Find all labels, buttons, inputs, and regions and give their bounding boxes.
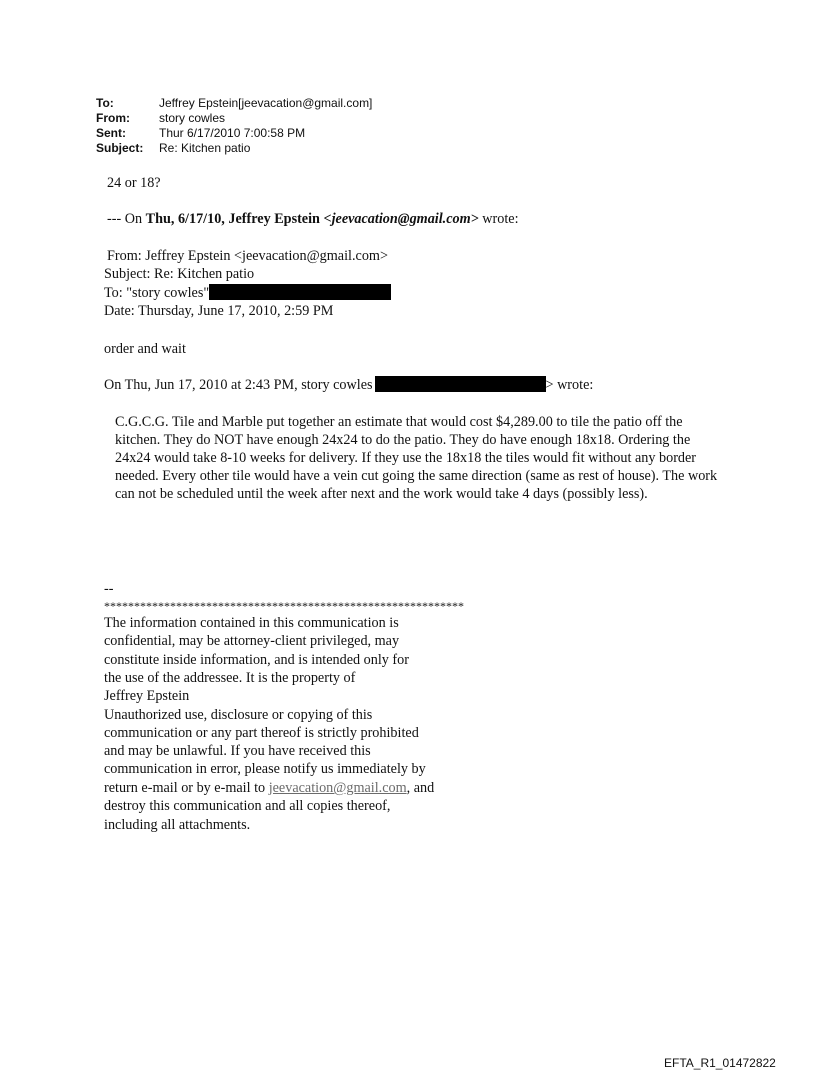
subject-label: Subject: xyxy=(96,141,144,155)
quote-intro xyxy=(107,210,519,228)
redaction-bar xyxy=(209,284,391,300)
quoted-message: order and wait xyxy=(104,341,186,357)
disclaimer-line: the use of the addressee. It is the property of xyxy=(104,670,356,686)
to-label: To: xyxy=(96,96,114,110)
disclaimer-line: confidential, may be attorney-client privileged, may xyxy=(104,633,400,649)
disclaimer-line: including all attachments. xyxy=(104,817,251,833)
estimate-paragraph: C.G.C.G. Tile and Marble put together an estimate that would cost $4,289.00 to tile the patio off the kitchen. They do NOT have enough 24x24 to do the patio. They do have enough 18x18. Ordering the 24x24 would take 8-10 weeks for delivery. If they use the 18x18 the tiles would fit without any border needed. Every other tile would have a vein cut going the same direction (same as rest of house). The work can not be scheduled until the week after next and the work would take 4 days (possibly less). xyxy=(115,414,718,502)
inner-intro-suffix: > wrote: xyxy=(545,377,594,393)
from-row xyxy=(96,111,372,126)
email-link[interactable]: jeevacation@gmail.com xyxy=(268,780,407,796)
disclaimer-line: The information contained in this communication is xyxy=(104,615,399,631)
email-header xyxy=(96,96,372,156)
disclaimer-line: communication or any part thereof is strictly prohibited xyxy=(104,725,419,741)
disclaimer-line-prefix: return e-mail or by e-mail to xyxy=(104,780,269,796)
inner-intro xyxy=(104,376,593,394)
disclaimer-line: communication in error, please notify us immediately by xyxy=(104,761,426,777)
quoted-from: From: Jeffrey Epstein <jeevacation@gmail.com> xyxy=(107,248,388,264)
sent-row xyxy=(96,126,372,141)
quote-intro-suffix: wrote: xyxy=(478,211,519,227)
quoted-to xyxy=(104,284,391,302)
sent-label: Sent: xyxy=(96,126,126,140)
quoted-subject: Subject: Re: Kitchen patio xyxy=(104,266,255,282)
signature-stars: ************************************************************ xyxy=(104,599,464,613)
to-row xyxy=(96,96,372,111)
quote-intro-prefix: --- On xyxy=(107,211,146,227)
quote-intro-email: <jeevacation@gmail.com> xyxy=(323,211,479,227)
to-value: Jeffrey Epstein[jeevacation@gmail.com] xyxy=(159,96,373,110)
disclaimer-line: and may be unlawful. If you have received this xyxy=(104,743,371,759)
quoted-to-text: To: "story cowles" xyxy=(104,285,210,301)
from-label: From: xyxy=(96,111,130,125)
disclaimer-line: destroy this communication and all copies thereof, xyxy=(104,798,391,814)
reply-text: 24 or 18? xyxy=(107,175,161,191)
disclaimer-line: Unauthorized use, disclosure or copying of this xyxy=(104,707,373,723)
document-id: EFTA_R1_01472822 xyxy=(664,1056,776,1070)
disclaimer-line: constitute inside information, and is intended only for xyxy=(104,652,409,668)
disclaimer-line-suffix: , and xyxy=(406,780,435,796)
quoted-date: Date: Thursday, June 17, 2010, 2:59 PM xyxy=(104,303,334,319)
quote-intro-date: Thu, 6/17/10, Jeffrey Epstein xyxy=(145,211,324,227)
disclaimer-line: Jeffrey Epstein xyxy=(104,688,190,704)
signature-dashes: -- xyxy=(104,581,114,597)
from-value: story cowles xyxy=(159,111,226,125)
inner-intro-prefix: On Thu, Jun 17, 2010 at 2:43 PM, story cowles xyxy=(104,377,373,393)
subject-row xyxy=(96,141,372,156)
disclaimer-line xyxy=(104,779,434,797)
sent-value: Thur 6/17/2010 7:00:58 PM xyxy=(159,126,306,140)
redaction-bar xyxy=(375,376,546,392)
subject-value: Re: Kitchen patio xyxy=(159,141,251,155)
